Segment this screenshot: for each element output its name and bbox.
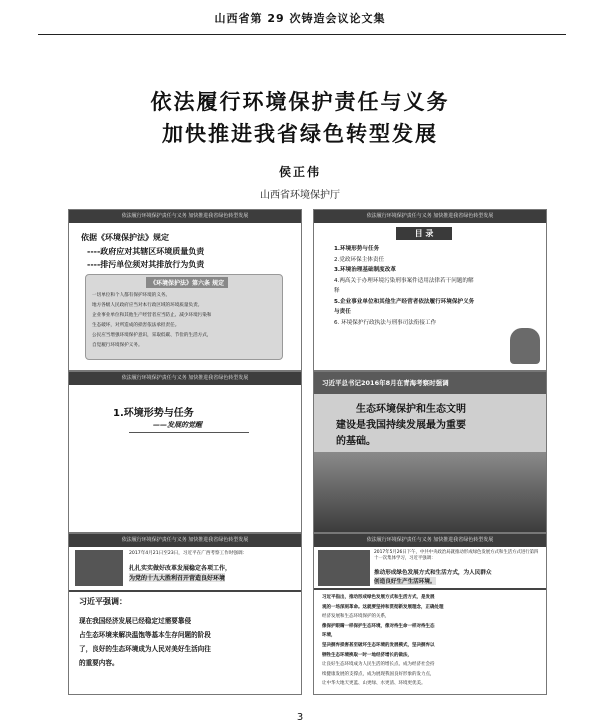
slide-situation-tasks — [68, 371, 302, 533]
quote-intro: 2017年5月26日下午，中共中央政治局就推动形成绿色发展方式和生活方式进行第四十一次集体学习，习近平强调： — [374, 550, 539, 561]
scroll-title: 《环境保护法》第六条 规定 — [146, 277, 228, 288]
toc-heading: 目 录 — [396, 227, 452, 240]
title-line-1: 依法履行环境保护责任与义务 — [150, 89, 450, 114]
running-header: 山西省第 29 次铸造会议论文集 — [214, 12, 386, 25]
quote-line: 建设是我国持续发展最为重要 — [336, 420, 466, 431]
slide-xi-quote-qinghai — [313, 371, 547, 533]
divider — [314, 588, 546, 590]
slide-line: ----政府应对其辖区环境质量负责 — [87, 247, 205, 256]
meeting-photo — [314, 452, 546, 532]
slide-topbar: 依法履行环境保护责任与义务 加快推进我省绿色转型发展 — [314, 534, 546, 547]
toc-item: 4.两高关于办理环境污染刑事案件适用法律若干问题的解 — [334, 277, 474, 284]
toc-item: 3.环境治理基础制度改革 — [334, 267, 396, 273]
quote-highlight: 创造良好生产生活环境。 — [374, 579, 436, 585]
section-heading: 1.环境形势与任务 — [113, 408, 194, 419]
toc-item: 5.企业事业单位和其他生产经营者依法履行环境保护义务 — [334, 298, 475, 305]
quote-highlight: 扎扎实实做好改革发展稳定各项工作， — [129, 565, 232, 572]
quote-line: 的基础。 — [336, 436, 376, 447]
quote-banner-text: 习近平总书记2016年8月在青海考察时强调 — [322, 379, 449, 387]
slide-table-of-contents — [313, 209, 547, 371]
section-subheading: ——发展的觉醒 — [153, 421, 202, 429]
photo — [75, 550, 123, 586]
slide-xi-green-development — [313, 533, 547, 695]
toc-list — [334, 244, 474, 328]
toc-item: 释 — [334, 288, 340, 294]
quote-line: 生态环境保护和生态文明 — [356, 404, 466, 415]
scroll-box — [85, 274, 283, 360]
affiliation: 山西省环境保护厅 — [260, 190, 340, 201]
toc-item: 6. 环境保护行政执法与刑事司法衔接工作 — [334, 319, 437, 326]
slide-line: ----排污单位须对其排放行为负责 — [87, 260, 205, 269]
slide-topbar: 依法履行环境保护责任与义务 加快推进我省绿色转型发展 — [69, 534, 301, 547]
quote-highlight: 推动形成绿色发展方式和生活方式，为人民群众 — [374, 570, 492, 576]
slide-environmental-law — [68, 209, 302, 371]
quote-highlight: 为党的十九大胜利召开营造良好环境 — [129, 575, 226, 582]
divider — [69, 590, 301, 592]
toc-item: 1.环境形势与任务 — [334, 246, 380, 252]
author: 侯正伟 — [278, 165, 321, 179]
slide-topbar: 依法履行环境保护责任与义务 加快推进我省绿色转型发展 — [69, 210, 301, 223]
plant-illustration — [510, 328, 540, 364]
divider — [129, 432, 249, 433]
photo — [318, 550, 370, 586]
subheading: 习近平强调： — [79, 597, 127, 606]
quote-intro: 2017年4月21日至23日，习近平在广西考察工作时强调： — [129, 551, 248, 556]
header-rule — [38, 34, 566, 35]
toc-item: 与责任 — [334, 309, 351, 315]
slide-topbar: 依法履行环境保护责任与义务 加快推进我省绿色转型发展 — [69, 372, 301, 385]
quote-body: 习近平指出，推动形成绿色发展方式和生活方式，是发展 观的一场深刻革命。这就要坚持和贯彻新发展理念，正确处理 经济发展和生态环境保护的关系， 像保护眼睛一样保护生态环境，像对待生命一样对待生态 环境， 坚决摒弃损害甚至破坏生态环境的发展模式，坚决摒弃以 牺牲生态环境换取一时一地经济增长的做法， 让良好生态环境成为人民生活的增长点、成为经济社会持 续健康发展的支撑点，成为展现我国良好形象的发力点， 让中华大地天更蓝、山更绿、水更清、环境更优美。 — [322, 595, 444, 687]
page-number: 3 — [296, 712, 304, 723]
title-line-2: 加快推进我省绿色转型发展 — [162, 121, 438, 146]
quote-body: 现在我国经济发展已经稳定过需要靠侵 占生态环境来解决温饱等基本生存问题的阶段 了，良好的生态环境成为人民对美好生活向往 的重要内容。 — [79, 617, 211, 667]
slide-topbar: 依法履行环境保护责任与义务 加快推进我省绿色转型发展 — [314, 210, 546, 223]
slide-heading: 依据《环境保护法》规定 — [81, 233, 169, 242]
toc-item: 2.党政环保主体责任 — [334, 256, 385, 263]
scroll-text: 一切单位和个人都有保护环境的义务。 地方各级人民政府应当对本行政区域的环境质量负责。 企业事业单位和其他生产经营者应当防止、减少环境污染和 生态破坏，对所造成的损害依法承担责任。 公民应当增强环境保护意识，采取低碳、节俭的生活方式， 自觉履行环境保护义务。 — [92, 293, 212, 348]
slide-xi-guangxi — [68, 533, 302, 695]
